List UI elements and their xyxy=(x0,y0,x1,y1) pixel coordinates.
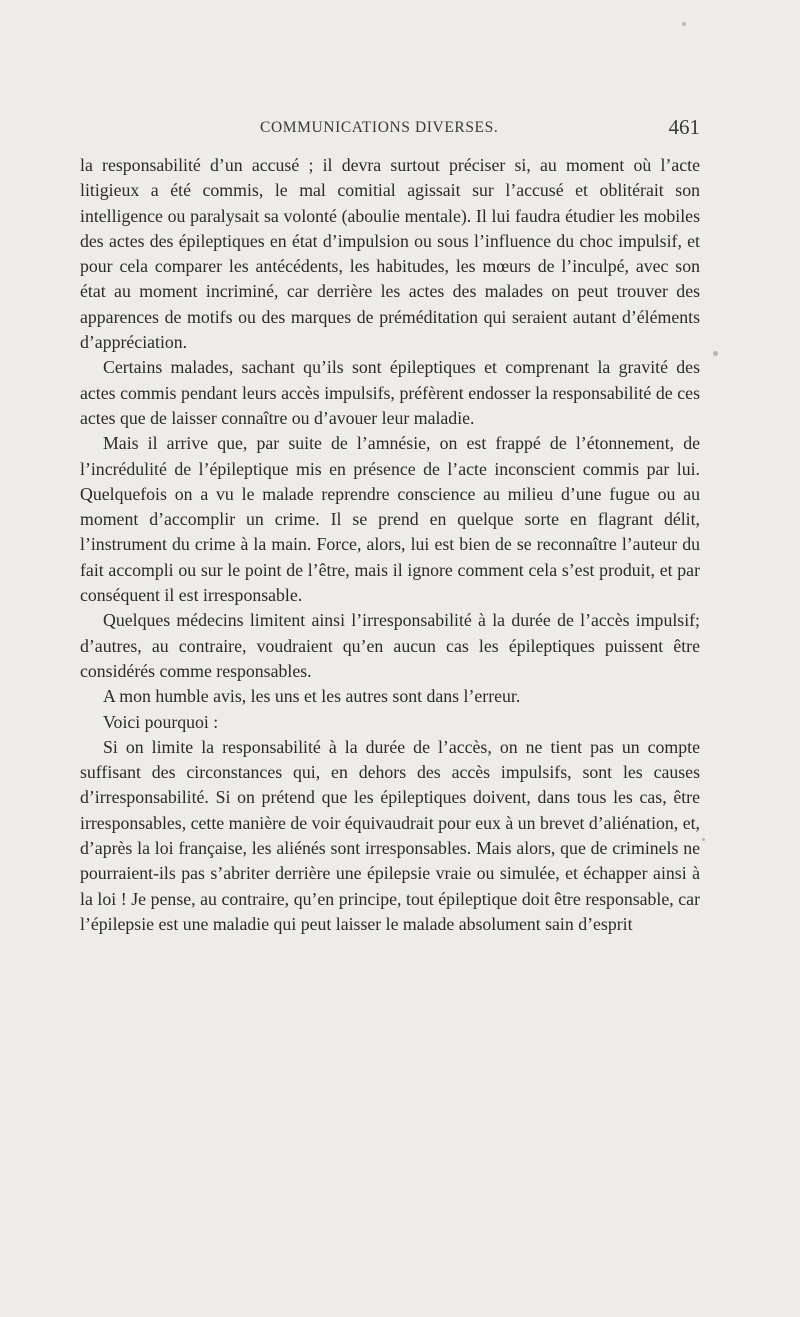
page-number: 461 xyxy=(668,115,700,139)
paragraph: Certains malades, sachant qu’ils sont épileptiques et comprenant la gravité des actes commis pendant leurs accès impulsifs, préfèrent endosser la responsabilité de ces actes que de laisser connaître ou d’avouer leur maladie. xyxy=(80,357,700,428)
paragraph: la responsabilité d’un accusé ; il devra surtout préciser si, au moment où l’acte litigieux a été commis, le mal comitial agissait sur l’accusé et oblitérait son intelligence ou paralysait sa volonté (aboulie mentale). Il lui faudra étudier les mobiles des actes des épileptiques en état d’impulsion ou sous l’influence du choc impulsif, et pour cela comparer les antécédents, les habitudes, les mœurs de l’inculpé, avec son état au moment incriminé, car derrière les actes des malades on peut trouver des apparences de motifs ou des marques de préméditation qui seraient autant d’éléments d’appréciation. xyxy=(80,155,700,353)
paragraph: Si on limite la responsabilité à la durée de l’accès, on ne tient pas un compte suffisant des circonstances qui, en dehors des accès impulsifs, sont les causes d’irresponsabilité. Si on prétend que les épileptiques doivent, dans tous les cas, être irresponsables, cette manière de voir équivaudrait pour eux à un brevet d’aliénation, et, d’après la loi française, les aliénés sont irresponsables. Mais alors, que de criminels ne pourraient-ils pas s’abriter derrière une épilepsie vraie ou simulée, et échapper ainsi à la loi ! Je pense, au contraire, qu’en principe, tout épileptique doit être responsable, car l’épilepsie est une maladie qui peut laisser le malade absolument sain d’esprit xyxy=(80,736,700,934)
paragraph: Mais il arrive que, par suite de l’amnésie, on est frappé de l’étonnement, de l’incrédulité de l’épileptique mis en présence de l’acte inconscient commis par lui. Quelquefois on a vu le malade reprendre conscience au milieu d’une fugue ou au moment d’accomplir un crime. Il se prend en quelque sorte en flagrant délit, l’instrument du crime à la main. Force, alors, lui est bien de se reconnaître l’auteur du fait accompli ou sur le point de l’être, mais il ignore comment cela s’est produit, et par conséquent il est irresponsable. xyxy=(80,433,700,606)
paragraph: Voici pourquoi : xyxy=(103,711,219,732)
paper-speck xyxy=(702,838,705,841)
paper-speck xyxy=(713,351,718,356)
running-title: COMMUNICATIONS DIVERSES. xyxy=(260,119,499,136)
text-body xyxy=(80,153,700,937)
running-head xyxy=(80,115,700,149)
paragraph: Quelques médecins limitent ainsi l’irresponsabilité à la durée de l’accès impulsif; d’autres, au contraire, voudraient qu’en aucun cas les épileptiques puissent être considérés comme responsables. xyxy=(80,610,700,681)
paragraph: A mon humble avis, les uns et les autres sont dans l’erreur. xyxy=(103,686,521,707)
paper-speck xyxy=(682,22,686,26)
